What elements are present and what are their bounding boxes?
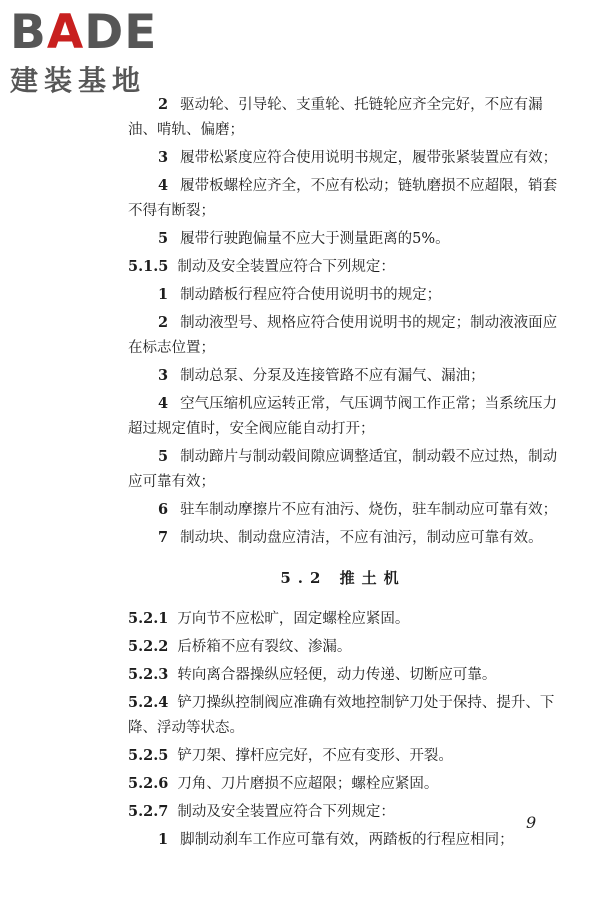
item-text: 履带板螺栓应齐全，不应有松动；链轨磨损不应超限，销套不得有断裂； — [128, 178, 558, 219]
clause-paragraph — [128, 606, 558, 632]
item-number: 5 — [158, 448, 169, 465]
clause-paragraph — [128, 662, 558, 688]
item-number: 5.2.2 — [128, 638, 169, 655]
item-text: 驻车制动摩擦片不应有油污、烧伤，驻车制动应可靠有效； — [180, 502, 558, 518]
item-number: 4 — [158, 177, 169, 194]
clause-paragraph — [128, 634, 558, 660]
logo-letter-a-accent: A — [46, 5, 85, 60]
list-item — [128, 444, 558, 495]
clause-paragraph — [128, 799, 558, 825]
list-item — [128, 310, 558, 361]
item-number: 5.2.3 — [128, 666, 169, 683]
item-number: 7 — [158, 529, 169, 546]
section-heading — [128, 566, 558, 591]
item-text: 脚制动刹车工作应可靠有效，两踏板的行程应相同； — [180, 832, 514, 848]
item-number: 5.2.1 — [128, 610, 169, 627]
item-number: 1 — [158, 831, 169, 848]
list-item — [128, 391, 558, 442]
logo-subtitle: 建装基地 — [10, 64, 147, 97]
list-item — [128, 525, 558, 551]
item-text: 履带松紧度应符合使用说明书规定，履带张紧装置应有效； — [180, 150, 558, 166]
item-number: 3 — [158, 149, 169, 166]
item-number: 5.2.6 — [128, 775, 169, 792]
item-number: 5.2.7 — [128, 803, 169, 820]
item-text: 转向离合器操纵应轻便，动力传递、切断应可靠。 — [177, 667, 497, 683]
clause-paragraph — [128, 254, 558, 280]
item-number: 2 — [158, 314, 169, 331]
logo-letter-b: B — [10, 5, 47, 60]
item-number: 5.2.4 — [128, 694, 169, 711]
list-item — [128, 226, 558, 252]
item-text: 制动及安全装置应符合下列规定： — [177, 804, 395, 820]
item-text: 制动及安全装置应符合下列规定： — [177, 259, 395, 275]
item-text: 铲刀架、撑杆应完好，不应有变形、开裂。 — [177, 748, 453, 764]
list-item — [128, 173, 558, 224]
list-item — [128, 282, 558, 308]
item-number: 6 — [158, 501, 169, 518]
clause-paragraph — [128, 690, 558, 741]
item-text: 万向节不应松旷，固定螺栓应紧固。 — [177, 611, 410, 627]
section-number: 5.2 — [280, 569, 328, 587]
item-text: 驱动轮、引导轮、支重轮、托链轮应齐全完好，不应有漏油、啃轨、偏磨； — [128, 97, 543, 138]
clause-paragraph — [128, 743, 558, 769]
item-text: 后桥箱不应有裂纹、渗漏。 — [177, 639, 352, 655]
item-number: 5.2.5 — [128, 747, 169, 764]
item-text: 制动块、制动盘应清洁，不应有油污，制动应可靠有效。 — [180, 530, 543, 546]
page-number: 9 — [526, 813, 537, 832]
item-number: 3 — [158, 367, 169, 384]
item-text: 制动蹄片与制动毂间隙应调整适宜，制动毂不应过热，制动应可靠有效； — [128, 449, 558, 490]
item-number: 5 — [158, 230, 169, 247]
document-body — [128, 92, 558, 855]
item-text: 铲刀操纵控制阀应准确有效地控制铲刀处于保持、提升、下降、浮动等状态。 — [128, 695, 555, 736]
clause-paragraph — [128, 771, 558, 797]
item-text: 制动总泵、分泵及连接管路不应有漏气、漏油； — [180, 368, 485, 384]
item-number: 1 — [158, 286, 169, 303]
item-text: 刀角、刀片磨损不应超限；螺栓应紧固。 — [177, 776, 439, 792]
list-item — [128, 497, 558, 523]
list-item — [128, 827, 558, 853]
item-number: 2 — [158, 96, 169, 113]
list-item — [128, 92, 558, 143]
list-item — [128, 145, 558, 171]
logo-wordmark — [10, 5, 175, 60]
logo-letters-de: DE — [84, 5, 158, 60]
item-text: 空气压缩机应运转正常，气压调节阀工作正常；当系统压力超过规定值时，安全阀应能自动打开； — [128, 396, 558, 437]
item-number: 5.1.5 — [128, 258, 169, 275]
section-title-text: 推土机 — [339, 569, 406, 587]
brand-logo — [10, 5, 175, 98]
item-text: 制动液型号、规格应符合使用说明书的规定；制动液液面应在标志位置； — [128, 315, 558, 356]
list-item — [128, 363, 558, 389]
item-number: 4 — [158, 395, 169, 412]
item-text: 制动踏板行程应符合使用说明书的规定； — [180, 287, 442, 303]
item-text: 履带行驶跑偏量不应大于测量距离的5%。 — [180, 231, 450, 247]
